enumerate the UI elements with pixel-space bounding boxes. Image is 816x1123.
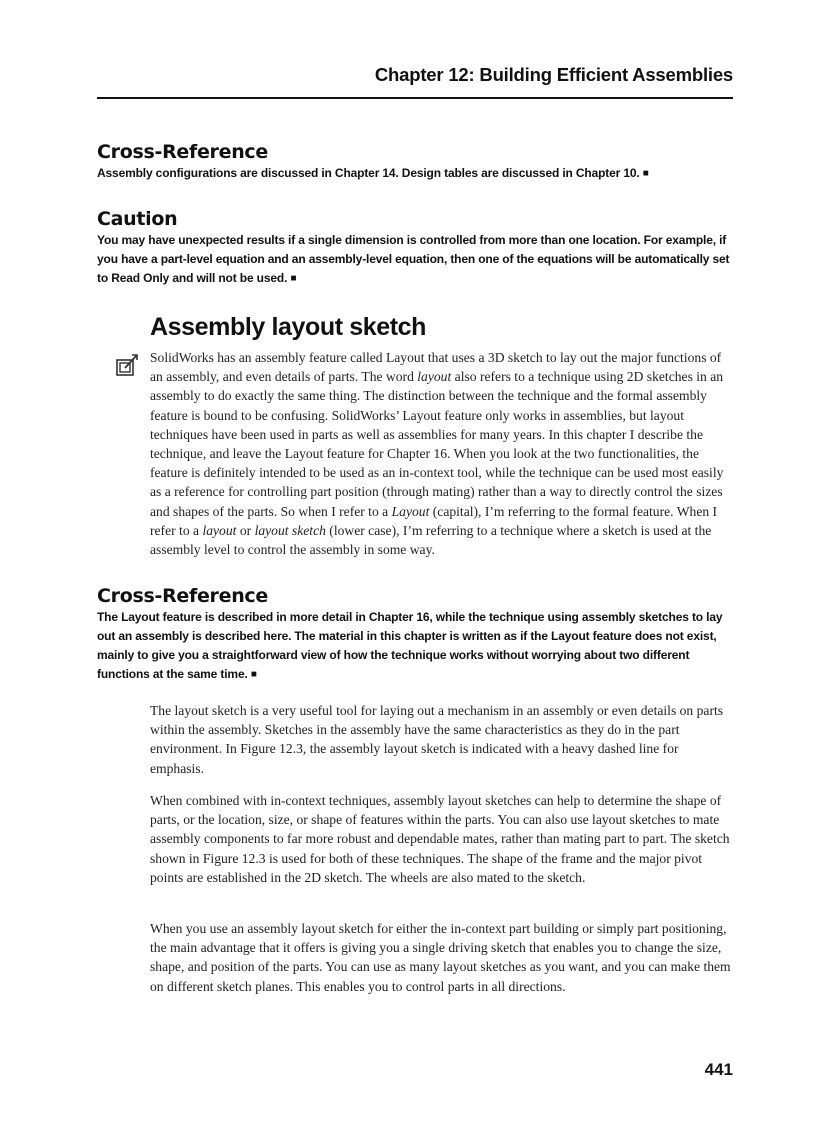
note-text: Assembly configurations are discussed in Chapter 14. Design tables are discussed in Chapter 10. ■ (97, 166, 649, 180)
cross-reference-note-1 (97, 141, 733, 184)
body-paragraph: When you use an assembly layout sketch for either the in-context part building or simply part positioning, the main advantage that it offers is giving you a single driving sketch that enables you to change the size, shape, and position of the parts. You can use as many layout sketches as you want, and you can make them on different sketch planes. This enables you to control parts in all directions. (150, 921, 731, 994)
end-mark-icon: ■ (642, 168, 649, 179)
note-title: Cross-Reference (97, 585, 268, 607)
note-text: You may have unexpected results if a single dimension is controlled from more than one location. For example, if you have a part-level equation and an assembly-level equation, then one of the equations will be automatically set to Read Only and will not be used. ■ (97, 233, 730, 285)
page-number: 441 (704, 1060, 733, 1079)
note-title: Cross-Reference (97, 141, 268, 163)
section-intro-paragraph: SolidWorks has an assembly feature called Layout that uses a 3D sketch to lay out the major functions of an assembly, and even details of parts. The word layout also refers to a technique using 2D sketches in an assembly to do exactly the same thing. The distinction between the technique and the formal assembly feature is bound to be confusing. SolidWorks’ Layout feature only works in assemblies, but layout techniques have been used in parts as well as assemblies for many years. In this chapter I describe the technique, and leave the Layout feature for Chapter 16. When you look at the two functionalities, the feature is definitely intended to be used as an in-context tool, while the technique can be used most easily as a reference for controlling part position (through mating) rather than a way to directly control the sizes and shapes of the parts. So when I refer to a Layout (capital), I’m referring to the formal feature. When I refer to a layout or layout sketch (lower case), I’m referring to a technique where a sketch is used at the assembly level to control the assembly in some way. (150, 350, 724, 558)
new-feature-icon (114, 352, 140, 378)
body-paragraph: The layout sketch is a very useful tool for laying out a mechanism in an assembly or even details on parts within the assembly. Sketches in the assembly have the same characteristics as they do in the part environment. In Figure 12.3, the assembly layout sketch is indicated with a heavy dashed line for emphasis. (150, 703, 724, 776)
running-head: Chapter 12: Building Efficient Assemblies (374, 64, 733, 85)
caution-note (97, 208, 733, 289)
end-mark-icon: ■ (290, 273, 297, 284)
note-text: The Layout feature is described in more detail in Chapter 16, while the technique using assembly sketches to lay out an assembly is described here. The material in this chapter is written as if the Layout feature does not exist, mainly to give you a straightforward view of how the technique works without worrying about two different functions at the same time. ■ (97, 610, 723, 681)
cross-reference-note-2 (97, 585, 733, 685)
body-paragraph: When combined with in-context techniques, assembly layout sketches can help to determine the shape of parts, or the location, size, or shape of features within the parts. You can also use layout sketches to mate assembly components to far more robust and dependable mates, rather than mating part to part. The sketch shown in Figure 12.3 is used for both of these techniques. The shape of the frame and the major pivot points are established in the 2D sketch. The wheels are also mated to the sketch. (150, 793, 730, 885)
section-heading: Assembly layout sketch (150, 313, 427, 341)
note-title: Caution (97, 208, 178, 230)
end-mark-icon: ■ (250, 669, 257, 680)
header-rule (97, 97, 733, 99)
